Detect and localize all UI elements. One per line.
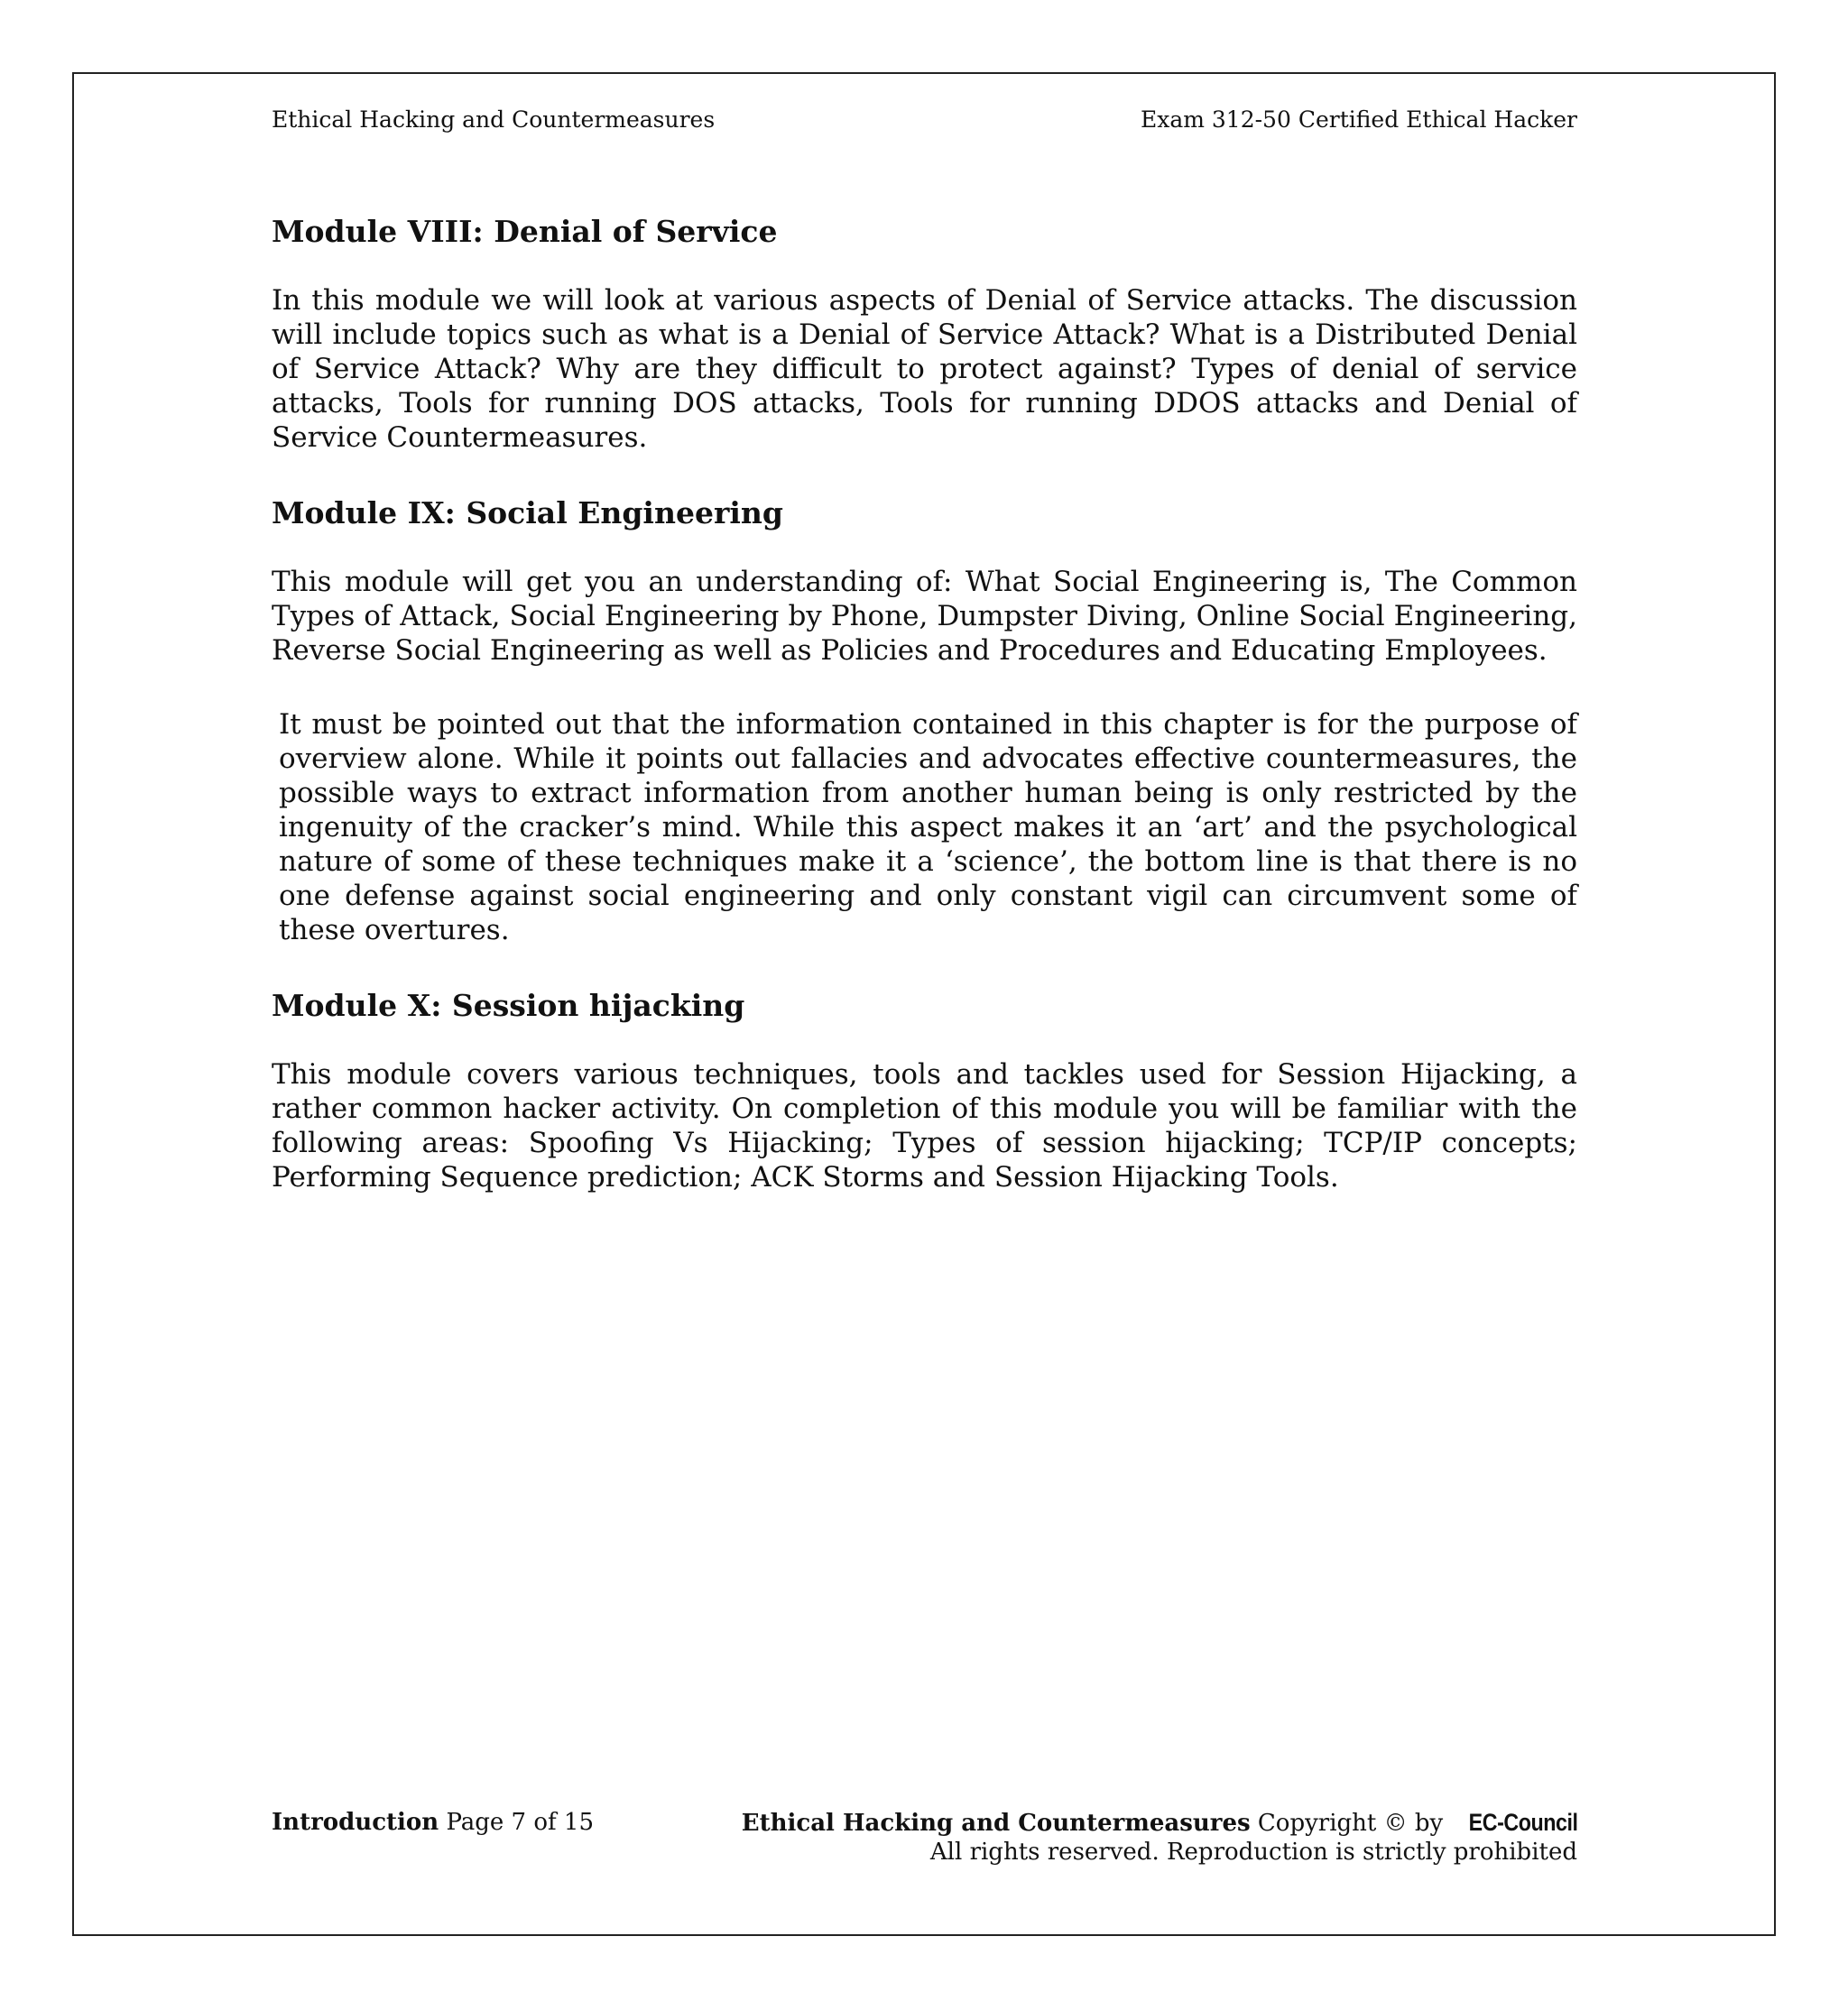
footer-section-name: Introduction (272, 1809, 439, 1836)
header-course-title: Ethical Hacking and Countermeasures (272, 106, 716, 133)
footer-course-title: Ethical Hacking and Countermeasures (741, 1810, 1251, 1837)
module-section (272, 987, 1577, 1194)
page-header (272, 105, 1577, 135)
module-section (272, 494, 1577, 947)
module-paragraph: This module will get you an understanding of: What Social Engineering is, The Common Types of Attack, Social Engineering by Phone, Dumpster Diving, Online Social Engineering, Reverse Social Engineering as well as Policies and Procedures and Educating Employees. (272, 566, 1577, 667)
module-section (272, 213, 1577, 455)
module-paragraph: It must be pointed out that the information contained in this chapter is for the purpose of overview alone. While it points out fallacies and advocates effective countermeasures, the possible ways to extract information from another human being is only restricted by the ingenuity of the cracker’s mind. While this aspect makes it an ‘art’ and the psychological nature of some of these techniques make it a ‘science’, the bottom line is that there is no one defense against social engineering and only constant vigil can circumvent some of these overtures. (279, 708, 1577, 946)
module-heading: Module IX: Social Engineering (272, 495, 783, 530)
header-exam-title: Exam 312-50 Certified Ethical Hacker (1140, 106, 1577, 133)
module-paragraph: This module covers various techniques, tools and tackles used for Session Hijacking, a rather common hacker activity. On completion of this module you will be familiar with the following areas: Spoofing Vs Hijacking; Types of session hijacking; TCP/IP concepts; Performing Sequence prediction; ACK Storms and Session Hijacking Tools. (272, 1058, 1577, 1194)
footer-page-number: Page 7 of 15 (446, 1809, 594, 1836)
ec-council-logo: EC-Council (1468, 1809, 1577, 1836)
footer-copyright-text: Copyright © by (1257, 1810, 1444, 1837)
module-heading: Module VIII: Denial of Service (272, 214, 778, 249)
footer-rights-text: All rights reserved. Reproduction is strictly prohibited (929, 1839, 1577, 1866)
module-heading: Module X: Session hijacking (272, 988, 745, 1023)
module-paragraph: In this module we will look at various aspects of Denial of Service attacks. The discussion will include topics such as what is a Denial of Service Attack? What is a Distributed Denial of Service Attack? Why are they difficult to protect against? Types of denial of service attacks, Tools for running DOS attacks, Tools for running DDOS attacks and Denial of Service Countermeasures. (272, 284, 1577, 454)
footer-page-info (272, 1808, 594, 1837)
page-content (272, 213, 1577, 1194)
footer-copyright (742, 1808, 1577, 1867)
